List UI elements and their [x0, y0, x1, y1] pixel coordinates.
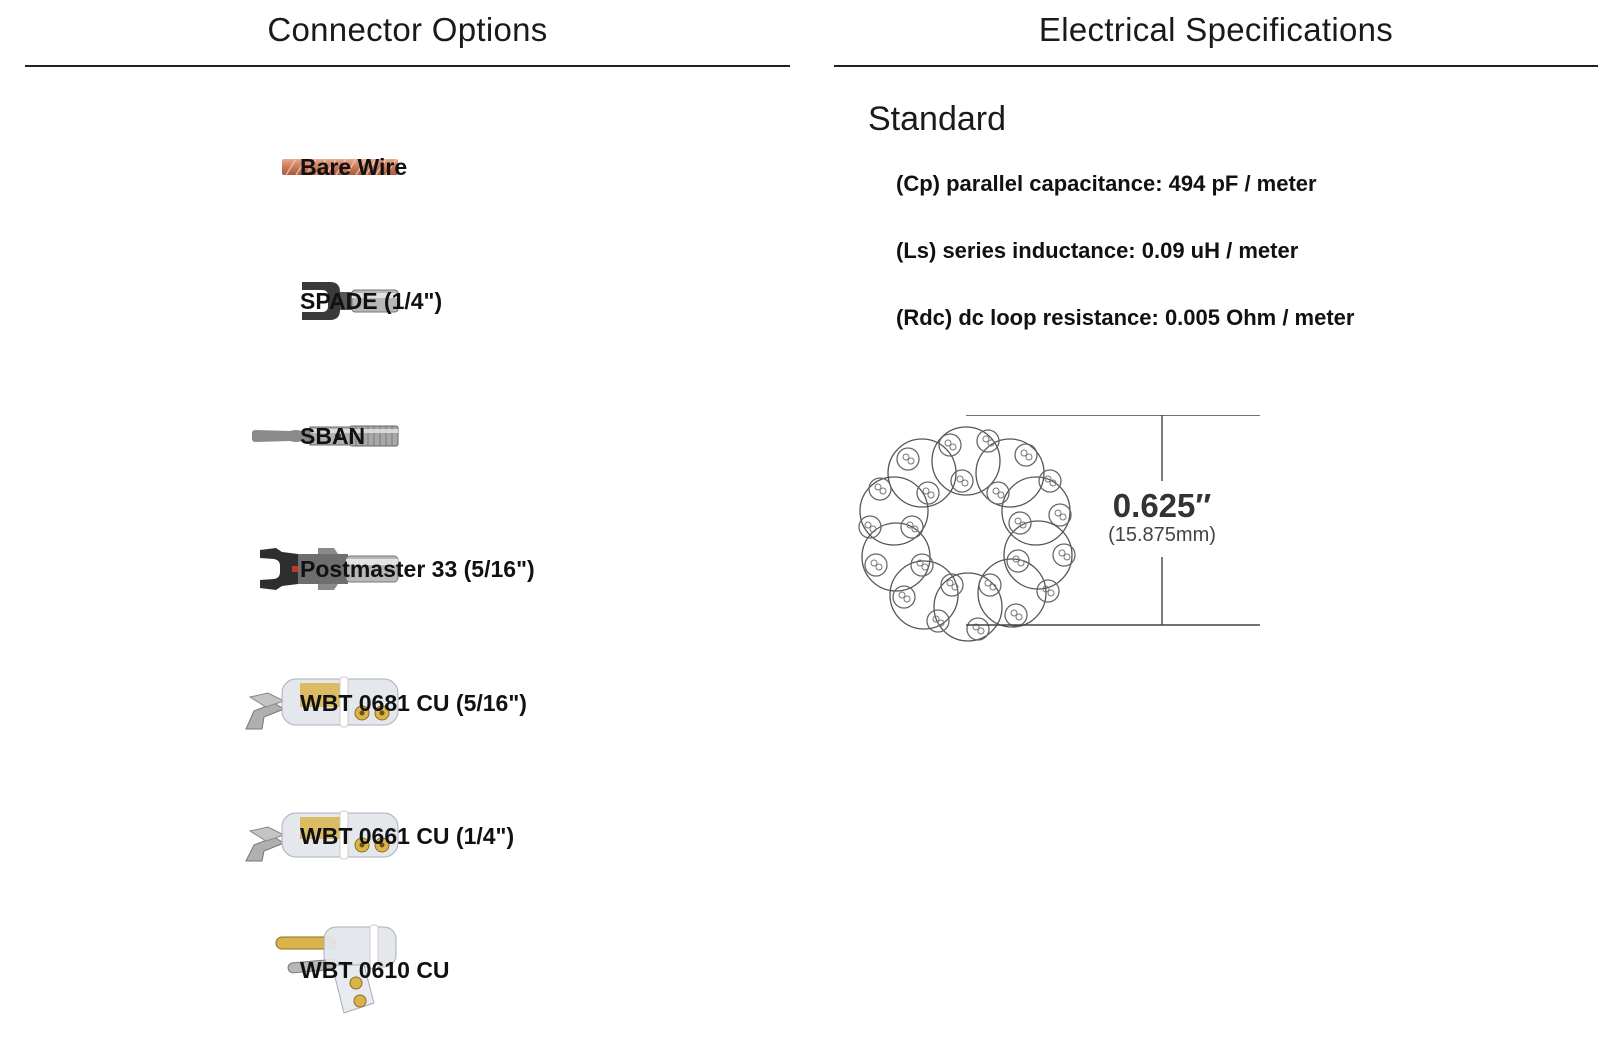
electrical-specifications-title: Electrical Specifications [1038, 11, 1394, 48]
connector-row-wbt-0610 [100, 915, 800, 1025]
connector-row-bare-wire [100, 112, 800, 222]
connector-label: WBT 0681 CU (5/16") [300, 690, 527, 716]
spec-heading: Standard [868, 100, 1006, 138]
connector-options-title: Connector Options [267, 11, 548, 48]
connector-options-divider [25, 65, 790, 67]
spec-inductance: (Ls) series inductance: 0.09 uH / meter [896, 238, 1299, 263]
connector-label: SBAN [300, 423, 366, 449]
cable-cross-section-icon [858, 415, 1298, 650]
connector-row-sban [100, 381, 800, 491]
connector-row-postmaster [100, 514, 800, 624]
spec-capacitance: (Cp) parallel capacitance: 494 pF / meter [896, 171, 1317, 196]
connector-label: Bare Wire [300, 154, 408, 180]
connector-row-wbt-0661 [100, 781, 800, 891]
connector-label: WBT 0661 CU (1/4") [300, 823, 515, 849]
diameter-inches: 0.625″ [1112, 487, 1212, 524]
connector-row-wbt-0681 [100, 648, 800, 758]
connector-label: SPADE (1/4") [300, 288, 443, 314]
connector-row-spade [100, 246, 800, 356]
connector-label: WBT 0610 CU [300, 957, 450, 983]
electrical-specifications-divider [834, 65, 1598, 67]
diameter-millimeters: (15.875mm) [1108, 524, 1216, 546]
spec-resistance: (Rdc) dc loop resistance: 0.005 Ohm / meter [896, 305, 1355, 330]
connector-label: Postmaster 33 (5/16") [300, 556, 535, 582]
